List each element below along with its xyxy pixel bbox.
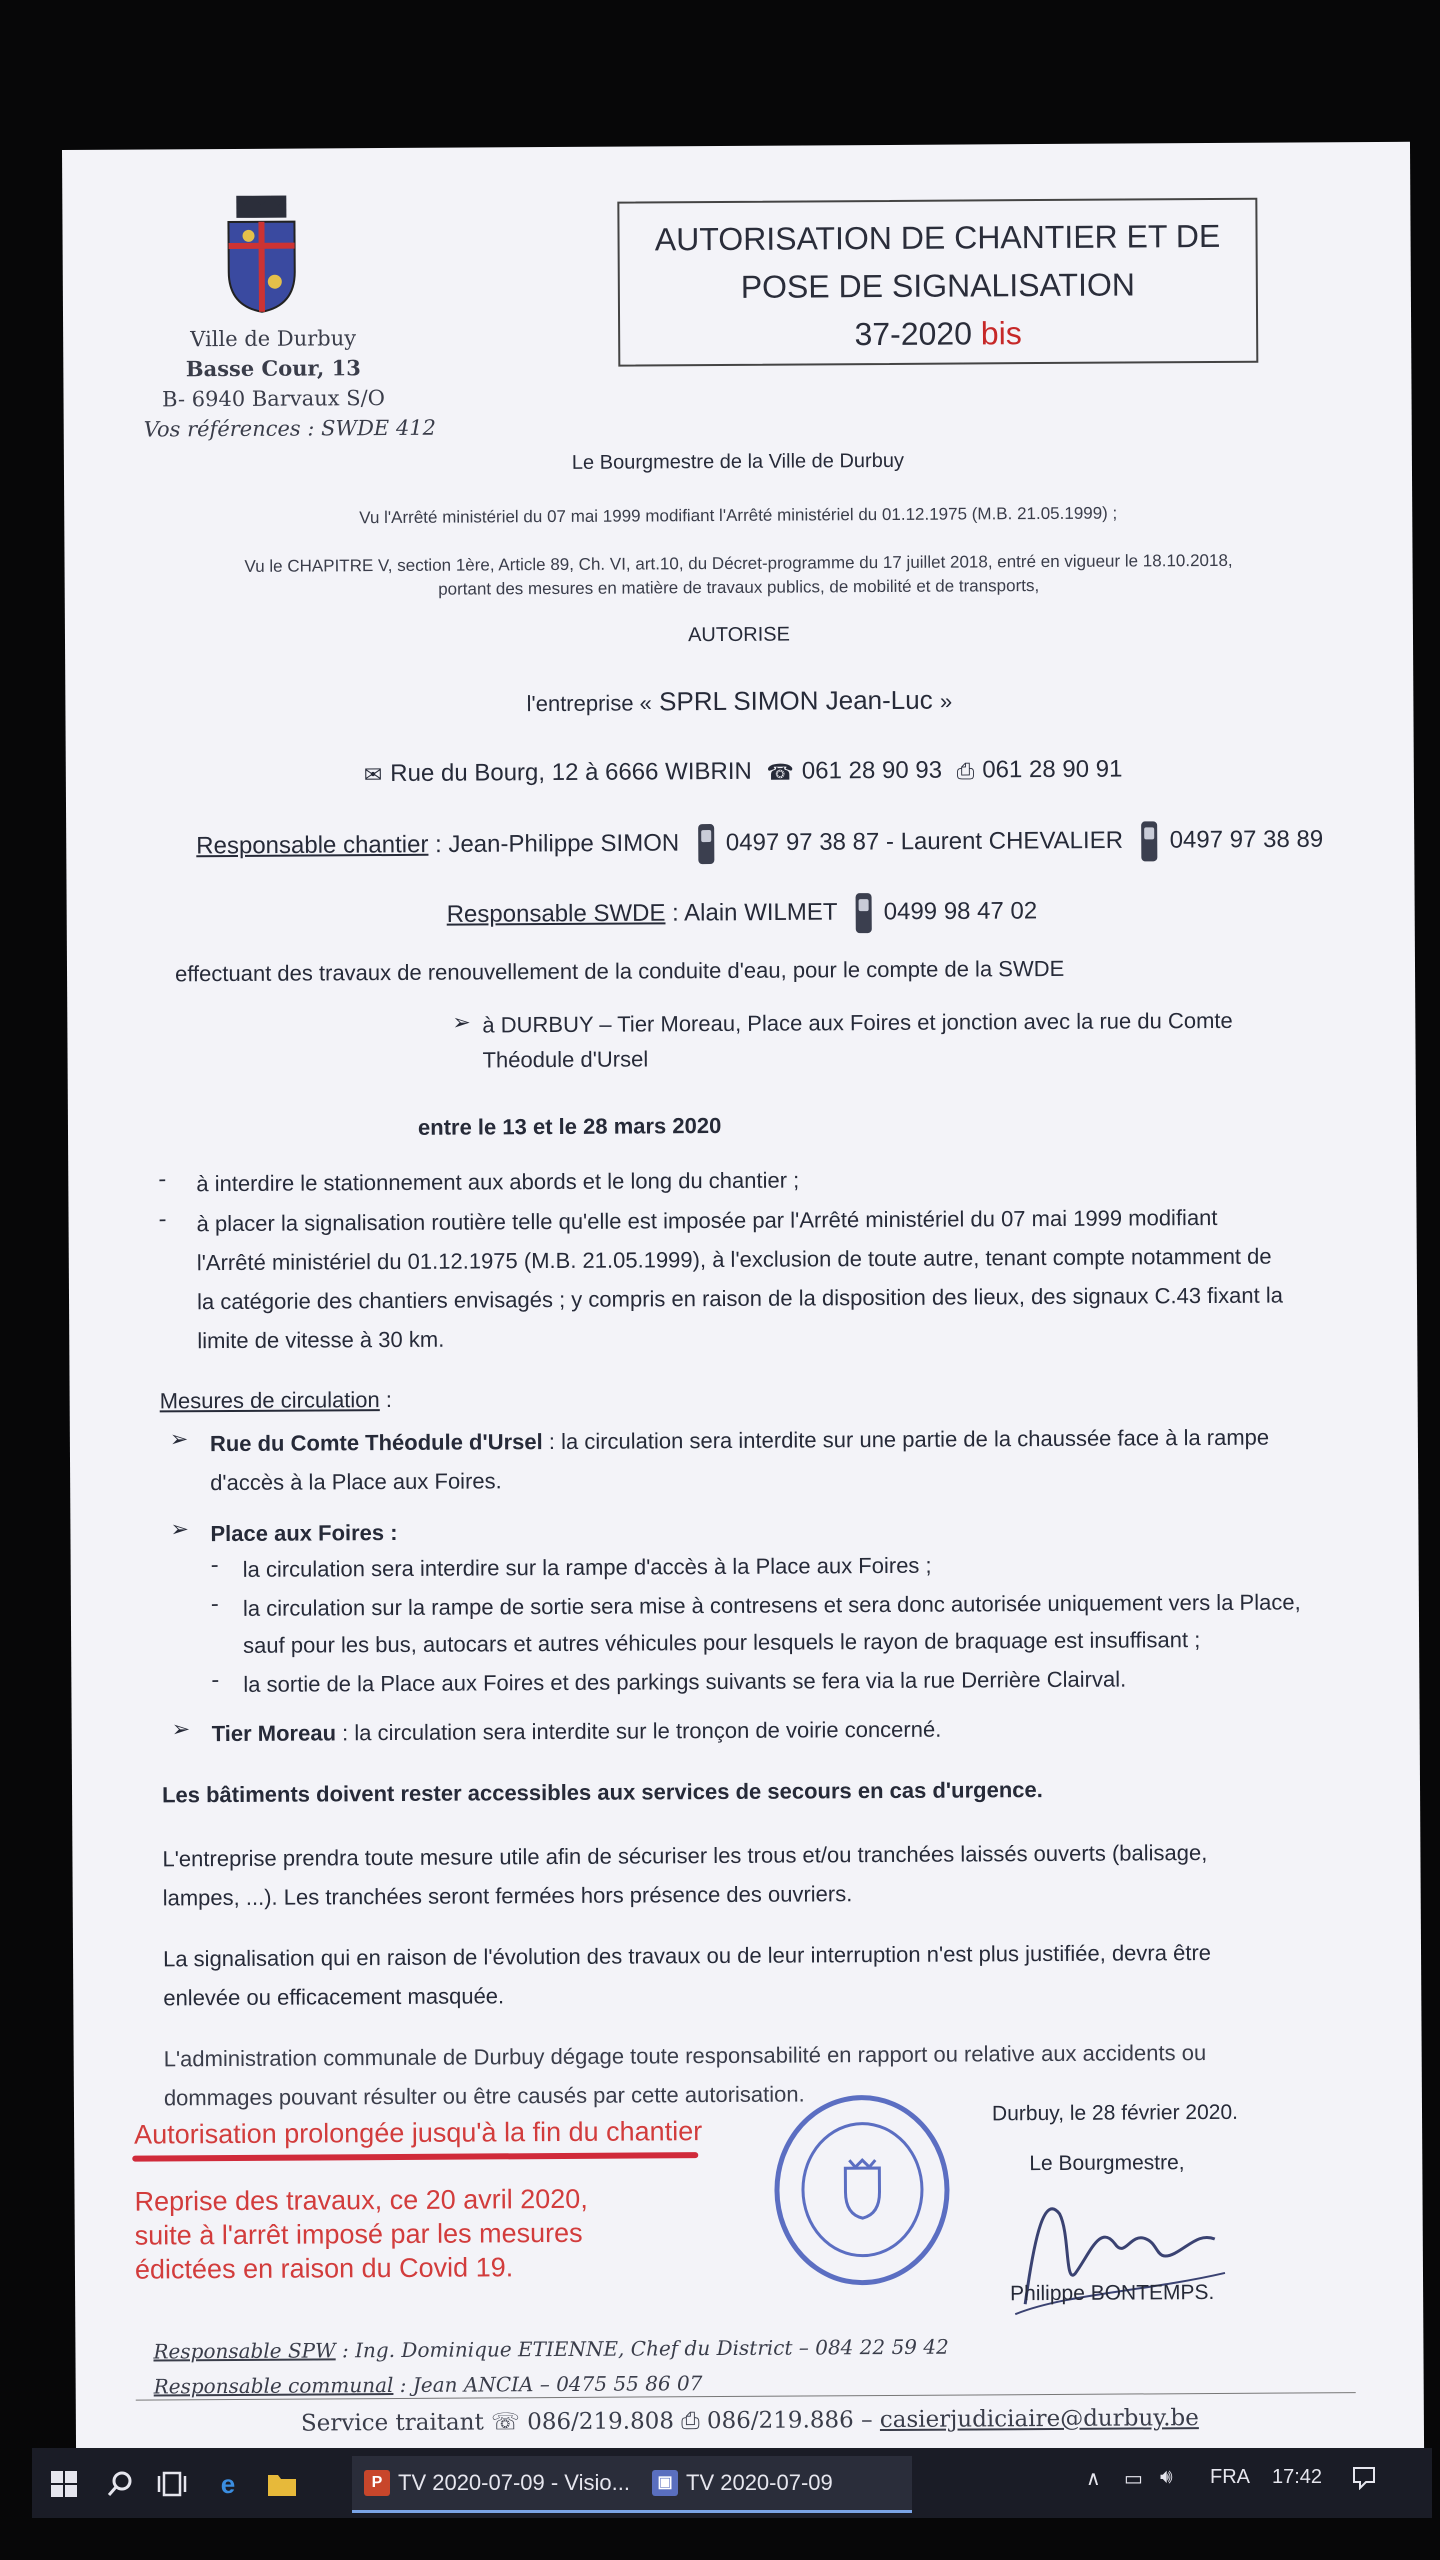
- file-explorer-icon[interactable]: [264, 2466, 300, 2502]
- battery-icon[interactable]: ▭: [1124, 2468, 1143, 2490]
- company-prefix: l'entreprise «: [526, 690, 652, 717]
- dash-bullet: -: [158, 1207, 167, 1233]
- company-fax: 061 28 90 91: [982, 755, 1123, 784]
- measure-1-text: : la circulation sera interdite sur une partie de la chaussée face à la rampe: [542, 1424, 1270, 1455]
- fax-icon: ⎙: [956, 758, 975, 784]
- site-manager-phone-1: 0497 97 38 87 - Laurent CHEVALIER: [725, 826, 1124, 857]
- service-phone: 086/219.808: [527, 2408, 675, 2436]
- arrow-bullet-icon: ➢: [169, 1427, 189, 1453]
- signature-role: Le Bourgmestre,: [1029, 2151, 1185, 2176]
- company-address: Rue du Bourg, 12 à 6666 WIBRIN: [390, 757, 752, 788]
- footer-spw-label: Responsable SPW: [153, 2338, 336, 2364]
- notice-1: Les bâtiments doivent rester accessibles aux services de secours en cas d'urgence.: [161, 1777, 1043, 1808]
- measure-3-street: Tier Moreau: [211, 1720, 337, 1747]
- works-description: effectuant des travaux de renouvellement de la conduite d'eau, pour le compte de la SWDE: [174, 955, 1065, 987]
- title-box: [617, 198, 1258, 367]
- footer-communal-label: Responsable communal: [153, 2373, 394, 2399]
- authorises: AUTORISE: [687, 623, 790, 647]
- red-underline: [132, 2152, 698, 2161]
- dash-bullet: -: [210, 1553, 219, 1579]
- windows-taskbar: [32, 2448, 1432, 2518]
- notice-4a: L'administration communale de Durbuy dégage toute responsabilité en rapport ou relative aux accidents ou: [163, 2040, 1207, 2072]
- resume-line-3: édictées en raison du Covid 19.: [134, 2252, 514, 2285]
- notice-4b: dommages pouvant résulter ou être causés par cette autorisation.: [163, 2081, 805, 2111]
- company-phone: 061 28 90 93: [801, 756, 943, 785]
- title-number-row: [620, 308, 1256, 360]
- mobile-phone-icon: [856, 893, 872, 933]
- service-fax: 086/219.886 –: [706, 2407, 873, 2435]
- taskbar-task-viewer[interactable]: [640, 2456, 912, 2513]
- condition-2b: l'Arrêté ministériel du 01.12.1975 (M.B. 21.05.1999), à l'exclusion de toute autre, tenant compte notamment de: [196, 1243, 1272, 1276]
- measure-3: [212, 1710, 942, 1753]
- notice-3a: La signalisation qui en raison de l'évolution des travaux ou de leur interruption n'est plus justifiée, devra être: [162, 1940, 1212, 1972]
- task-2-label: TV 2020-07-09: [686, 2470, 833, 2495]
- measure-2-heading: Place aux Foires :: [210, 1519, 398, 1547]
- footer-service: [76, 2404, 1424, 2438]
- edge-browser-icon[interactable]: e: [220, 2468, 236, 2499]
- municipality-city: B- 6940 Barvaux S/O: [162, 386, 386, 412]
- legal-line-1: Vu l'Arrêté ministériel du 07 mai 1999 modifiant l'Arrêté ministériel du 01.12.1975 (M.B. 21.05.1999) ;: [359, 503, 1118, 528]
- condition-2c: la catégorie des chantiers envisagés ; y compris en raison de la disposition des lieux, des signaux C.43 fixant la: [196, 1282, 1284, 1315]
- swde-manager-label: Responsable SWDE: [446, 899, 666, 929]
- dash-bullet: -: [158, 1167, 167, 1193]
- dash-bullet: -: [210, 1592, 219, 1618]
- measure-1: [210, 1418, 1269, 1463]
- site-manager-text: : Jean-Philippe SIMON: [428, 829, 680, 859]
- condition-2d: limite de vitesse à 30 km.: [197, 1326, 445, 1354]
- footer-communal-text: : Jean ANCIA – 0475 55 86 07: [393, 2371, 703, 2398]
- company-name: SPRL SIMON Jean-Luc: [658, 684, 933, 717]
- arrow-bullet-icon: ➢: [170, 1517, 189, 1543]
- measures-heading-colon: :: [379, 1387, 393, 1413]
- show-hidden-icons-chevron-up-icon[interactable]: ∧: [1086, 2468, 1101, 2490]
- title-suffix: bis: [980, 315, 1022, 352]
- measure-2-sub-2a: la circulation sur la rampe de sortie sera mise à contresens et sera donc autorisée uniquement vers la Place,: [242, 1589, 1301, 1621]
- site-manager-phone-2: 0497 97 38 89: [1169, 825, 1324, 854]
- signature-place-date: Durbuy, le 28 février 2020.: [991, 2100, 1239, 2126]
- company-suffix: »: [939, 688, 953, 714]
- measure-3-text: : la circulation sera interdite sur le tronçon de voirie concerné.: [335, 1716, 942, 1746]
- service-email: casierjudiciaire@durbuy.be: [879, 2405, 1199, 2434]
- footer-communal: [154, 2371, 703, 2398]
- mobile-phone-icon: [1142, 821, 1158, 861]
- durbuy-crest-icon: [222, 194, 301, 314]
- mobile-phone-icon: [698, 824, 714, 864]
- image-viewer-icon: ▣: [652, 2470, 678, 2496]
- extension-note: Autorisation prolongée jusqu'à la fin du chantier: [134, 2116, 703, 2150]
- task-view-icon[interactable]: [154, 2466, 190, 2502]
- notice-2a: L'entreprise prendra toute mesure utile afin de sécuriser les trous et/ou tranchées laissés ouverts (balisage,: [162, 1840, 1208, 1872]
- municipality-name: Ville de Durbuy: [190, 326, 357, 352]
- company-line: [65, 682, 1413, 721]
- notice-3b: enlevée ou efficacement masquée.: [163, 1983, 505, 2011]
- telephone-icon: ☎: [766, 759, 794, 785]
- site-manager-label: Responsable chantier: [196, 831, 429, 860]
- resume-note: [134, 2182, 588, 2287]
- service-fax-icon: ⎙: [681, 2408, 700, 2435]
- dash-bullet: -: [211, 1668, 220, 1694]
- title-line-1: AUTORISATION DE CHANTIER ET DE: [654, 217, 1221, 258]
- legal-line-2a: Vu le CHAPITRE V, section 1ère, Article 89, Ch. VI, art.10, du Décret-programme du 17 juillet 2018, entré en vigueur le 18.10.2018,: [244, 550, 1233, 576]
- signature-name: Philippe BONTEMPS.: [1010, 2281, 1215, 2306]
- measures-heading: [160, 1380, 393, 1420]
- works-location-1: à DURBUY – Tier Moreau, Place aux Foires et jonction avec la rue du Comte: [482, 1007, 1233, 1038]
- references: Vos références : SWDE 412: [143, 415, 437, 442]
- site-manager-line: [196, 820, 1323, 867]
- municipal-stamp: [774, 2095, 950, 2286]
- search-icon[interactable]: [102, 2466, 138, 2502]
- stamp-crest-icon: [841, 2158, 883, 2220]
- footer-spw: [153, 2335, 948, 2364]
- swde-manager-line: [447, 892, 1038, 936]
- arrow-bullet-icon: ➢: [171, 1717, 191, 1743]
- measure-1-street: Rue du Comte Théodule d'Ursel: [209, 1429, 543, 1457]
- task-1-label: TV 2020-07-09 - Visio...: [398, 2470, 630, 2495]
- swde-manager-text: : Alain WILMET: [665, 898, 838, 927]
- swde-manager-phone: 0499 98 47 02: [883, 897, 1038, 926]
- measure-2-sub-2b: sauf pour les bus, autocars et autres véhicules pour lesquels le rayon de braquage est insuffisant ;: [243, 1627, 1201, 1658]
- taskbar-task-powerpoint[interactable]: [352, 2456, 656, 2513]
- works-period: entre le 13 et le 28 mars 2020: [417, 1112, 722, 1140]
- footer-spw-text: : Ing. Dominique ETIENNE, Chef du District – 084 22 59 42: [335, 2334, 949, 2363]
- company-contact: [356, 756, 1123, 789]
- municipality-block: [123, 323, 424, 415]
- volume-icon[interactable]: 🔊︎: [1160, 2466, 1173, 2488]
- legal-line-2b: portant des mesures en matière de travaux publics, de mobilité et de transports,: [438, 576, 1040, 599]
- measure-1-cont: d'accès à la Place aux Foires.: [210, 1468, 502, 1496]
- clock[interactable]: 17:42: [1272, 2466, 1323, 2488]
- condition-1: à interdire le stationnement aux abords et le long du chantier ;: [196, 1167, 800, 1197]
- notice-2b: lampes, ...). Les tranchées seront fermées hors présence des ouvriers.: [162, 1881, 853, 1911]
- authority-line: Le Bourgmestre de la Ville de Durbuy: [571, 449, 904, 474]
- service-label: Service traitant: [300, 2409, 484, 2437]
- powerpoint-icon: P: [364, 2470, 390, 2496]
- measures-heading-label: Mesures de circulation: [159, 1387, 380, 1414]
- title-number: 37-2020: [854, 315, 973, 353]
- resume-line-1: Reprise des travaux, ce 20 avril 2020,: [134, 2183, 588, 2217]
- title-line-2: POSE DE SIGNALISATION: [740, 266, 1136, 305]
- municipality-street: Basse Cour, 13: [185, 355, 361, 382]
- condition-2a: à placer la signalisation routière telle qu'elle est imposée par l'Arrêté ministériel du 07 mai 1999 modifiant: [196, 1204, 1218, 1237]
- document-page: [62, 142, 1424, 2460]
- windows-start-icon[interactable]: [46, 2466, 82, 2502]
- measure-2-sub-1: la circulation sera interdire sur la rampe d'accès à la Place aux Foires ;: [242, 1552, 932, 1582]
- notification-center-icon[interactable]: [1352, 2466, 1376, 2496]
- works-location-2: Théodule d'Ursel: [482, 1046, 649, 1073]
- language-indicator[interactable]: FRA: [1210, 2466, 1250, 2488]
- letter-icon: ✉: [363, 761, 383, 787]
- service-telephone-icon: ☏: [491, 2409, 520, 2436]
- measure-2-sub-3: la sortie de la Place aux Foires et des parkings suivants se fera via la rue Derrière Clairval.: [243, 1666, 1127, 1697]
- arrow-bullet-icon: ➢: [452, 1010, 471, 1036]
- resume-line-2: suite à l'arrêt imposé par les mesures: [134, 2217, 583, 2251]
